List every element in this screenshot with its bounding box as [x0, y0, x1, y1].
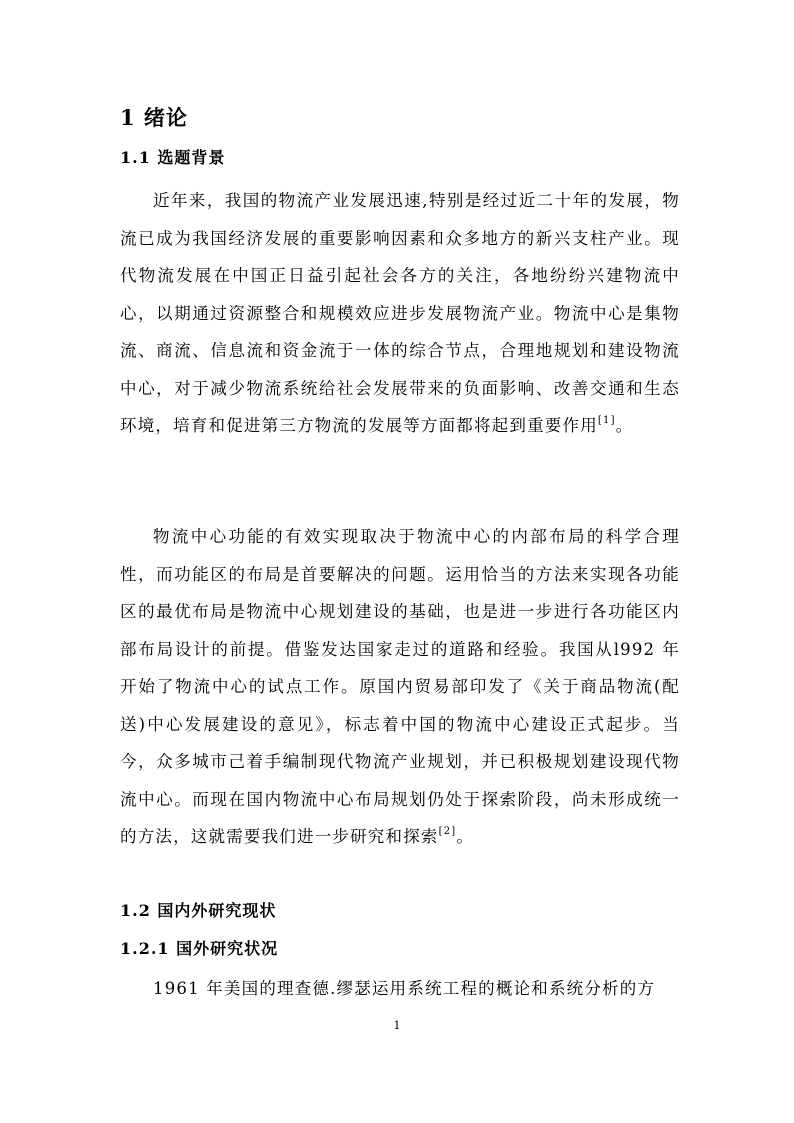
- citation-ref-2[interactable]: [2]: [438, 825, 457, 837]
- paragraph-text: 1961 年美国的理查德.缪瑟运用系统工程的概论和系统分析的方: [153, 979, 656, 998]
- paragraph-text: 近年来，我国的物流产业发展迅速,特别是经过近二十年的发展，物流已成为我国经济发展的重要影响因素和众多地方的新兴支柱产业。现代物流发展在中国正日益引起社会各方的关注，各地纷纷兴建物流中心，以期通过资源整合和规模效应进步发展物流产业。物流中心是集物流、商流、信息流和资金流于一体的综合节点，合理地规划和建设物流中心，对于减少物流系统给社会发展带来的负面影响、改善交通和生态环境，培育和促进第三方物流的发展等方面都将起到重要作用: [120, 191, 680, 435]
- paragraph-foreign-research: [120, 970, 680, 1008]
- paragraph-background-2: [120, 518, 680, 894]
- page-number: 1: [393, 1019, 401, 1032]
- paragraph-background-1: [120, 182, 680, 520]
- paragraph-text: 物流中心功能的有效实现取决于物流中心的内部布局的科学合理性，而功能区的布局是首要解决的问题。运用恰当的方法来实现各功能区的最优布局是物流中心规划建设的基础，也是进一步进行各功能区内部布局设计的前提。借鉴发达国家走过的道路和经验。我国从l992 年开始了物流中心的试点工作。原国内贸易部印发了《关于商品物流(配送)中心发展建设的意见》，标志着中国的物流中心建设正式起步。当今，众多城市己着手编制现代物流产业规划，并已积极规划建设现代物流中心。而现在国内物流中心布局规划仍处于探索阶段，尚未形成统一的方法，这就需要我们进一步研究和探索: [120, 527, 680, 846]
- subsection-heading-1-2-1: 1.2.1 国外研究状况: [120, 939, 279, 958]
- chapter-heading: 1 绪论: [120, 105, 188, 130]
- paragraph-end-punct: 。: [615, 416, 634, 435]
- paragraph-end-punct: 。: [456, 827, 475, 846]
- citation-ref-1[interactable]: [1]: [597, 414, 616, 426]
- section-heading-1-2: 1.2 国内外研究现状: [120, 901, 277, 920]
- section-heading-1-1: 1.1 选题背景: [120, 148, 226, 167]
